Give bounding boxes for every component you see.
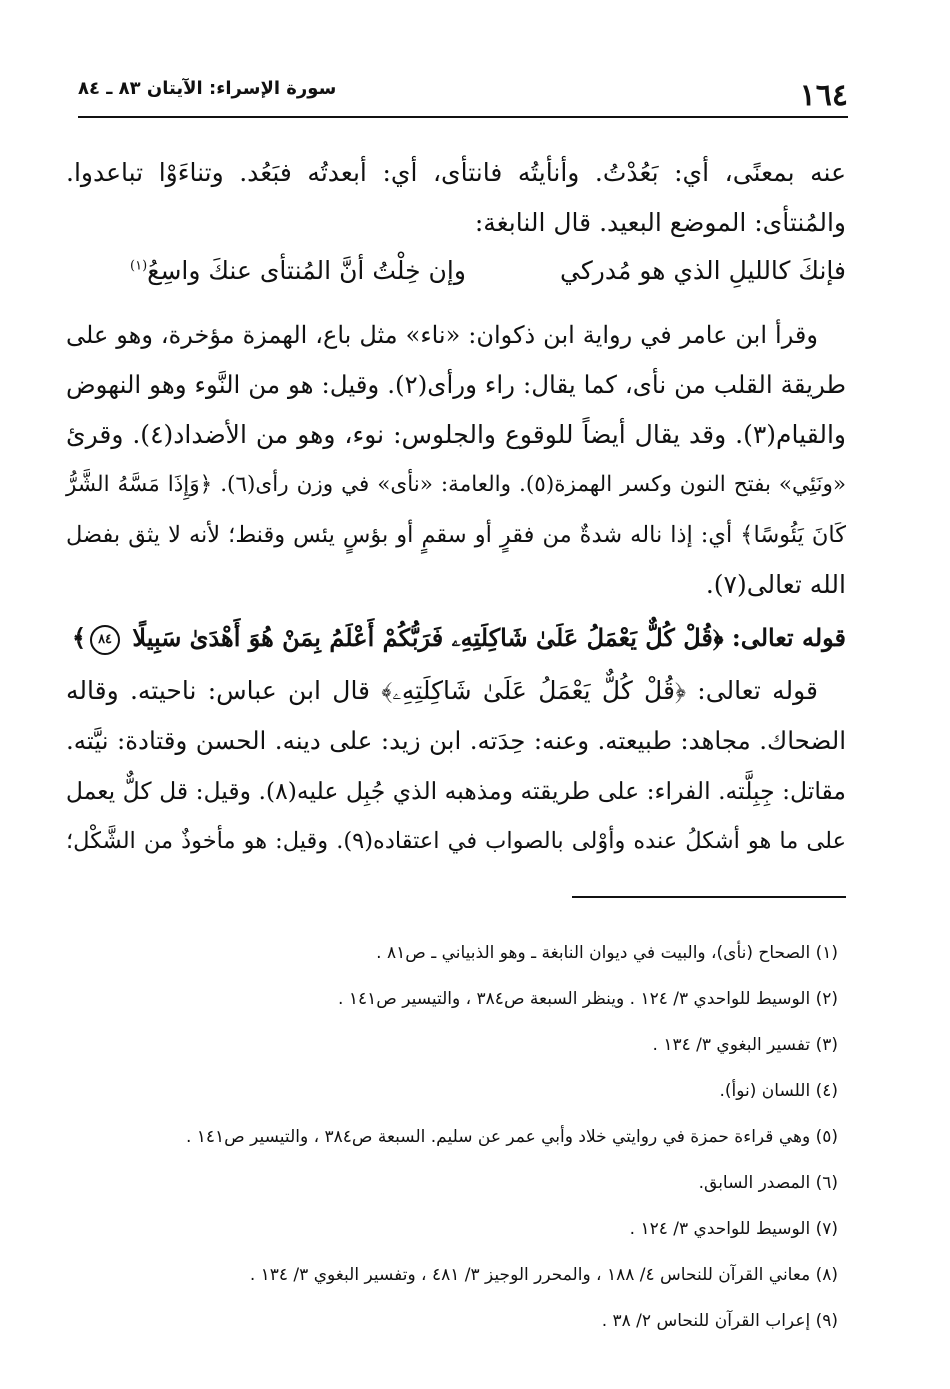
poetry-verse <box>66 248 846 300</box>
footnote-separator <box>572 896 846 898</box>
text-line: عنه بمعنًى، أي: بَعُدْتُ. وأنأيتُه فانتأى، أي: أبعدتُه فبَعُد. وتناءَوْا تباعدوا. <box>66 158 846 187</box>
header-rule <box>78 116 848 118</box>
footnote: (٣) تفسير البغوي ٣/ ١٣٤ . <box>652 1035 838 1055</box>
quran-text: ﴿قُلْ كُلٌّ يَعْمَلُ عَلَىٰ شَاكِلَتِهِۦ فَرَبُّكُمْ أَعْلَمُ بِمَنْ هُوَ أَهْدَىٰ سَبِيلًا <box>132 623 724 652</box>
quran-close-bracket: ﴾ <box>71 623 87 652</box>
verse-hemistich-first: فإنكَ كالليلِ الذي هو مُدركي <box>560 256 846 285</box>
footnotes <box>100 930 838 1344</box>
text-line: والقيام(٣). وقد يقال أيضاً للوقوع والجلوس: نوء، وهو من الأضداد(٤). وقرئ <box>66 420 846 449</box>
text-line: الضحاك. مجاهد: طبيعته. وعنه: حِدَته. ابن زيد: على دينه. الحسن وقتادة: نيَّته. <box>66 726 846 755</box>
ayah-number-icon: ٨٤ <box>90 625 120 655</box>
footnote: (٦) المصدر السابق. <box>698 1173 838 1193</box>
verse-hemistich-second <box>130 256 466 285</box>
text-line: «ونَئِي» بفتح النون وكسر الهمزة(٥). والعامة: «نأى» في وزن رأى(٦). ﴿وَإِذَا مَسَّهُ الشَّرُّ <box>66 472 846 497</box>
footnote: (١) الصحاح (نأى)، والبيت في ديوان النابغة ـ وهو الذبياني ـ ص٨١ . <box>376 943 838 963</box>
footnote: (٥) وهي قراءة حمزة في روايتي خلاد وأبي عمر عن سليم. السبعة ص٣٨٤ ، والتيسير ص١٤١ . <box>185 1127 838 1147</box>
main-text <box>66 148 846 866</box>
text-line: الله تعالى(٧). <box>705 570 846 599</box>
text-line: طريقة القلب من نأى، كما يقال: راء ورأى(٢). وقيل: هو من النَّوء وهو النهوض <box>66 370 846 399</box>
verse-text: وإن خِلْتُ أنَّ المُنتأى عنكَ واسِعُ <box>147 256 466 285</box>
page-number: ١٦٤ <box>799 78 848 113</box>
text-line: قوله تعالى: ﴿قُلْ كُلٌّ يَعْمَلُ عَلَىٰ شَاكِلَتِهِۦ﴾ قال ابن عباس: ناحيته. وقاله <box>66 676 818 705</box>
text-line: والمُنتأى: الموضع البعيد. قال النابغة: <box>474 208 846 237</box>
quran-verse-heading <box>66 610 846 666</box>
footnote: (٩) إعراب القرآن للنحاس ٢/ ٣٨ . <box>601 1311 838 1331</box>
footnote-ref: (١) <box>130 258 148 274</box>
text-line: كَانَ يَئُوسًا﴾ أي: إذا ناله شدةٌ من فقرٍ أو سقمٍ أو بؤسٍ يئس وقنط؛ لأنه لا يثق بفضل <box>66 522 846 548</box>
heading-prefix: قوله تعالى: <box>731 623 846 652</box>
footnote: (٢) الوسيط للواحدي ٣/ ١٢٤ . وينظر السبعة ص٣٨٤ ، والتيسير ص١٤١ . <box>338 989 838 1009</box>
running-title: سورة الإسراء: الآيتان ٨٣ ـ ٨٤ <box>78 78 337 99</box>
text-line: على ما هو أشكلُ عنده وأوْلى بالصواب في اعتقاده(٩). وقيل: هو مأخوذٌ من الشَّكْل؛ <box>66 828 846 854</box>
footnote: (٤) اللسان (نوأ). <box>719 1081 838 1101</box>
footnote: (٨) معاني القرآن للنحاس ٤/ ١٨٨ ، والمحرر الوجيز ٣/ ٤٨١ ، وتفسير البغوي ٣/ ١٣٤ . <box>249 1265 838 1285</box>
page-header <box>78 72 848 112</box>
text-line: مقاتل: جِبِلَّته. الفراء: على طريقته ومذهبه الذي جُبِل عليه(٨). وقيل: قل كلٌّ يعمل <box>65 777 846 805</box>
footnote: (٧) الوسيط للواحدي ٣/ ١٢٤ . <box>629 1219 838 1239</box>
text-line: وقرأ ابن عامر في رواية ابن ذكوان: «ناء» مثل باع، الهمزة مؤخرة، وهو على <box>66 321 818 349</box>
